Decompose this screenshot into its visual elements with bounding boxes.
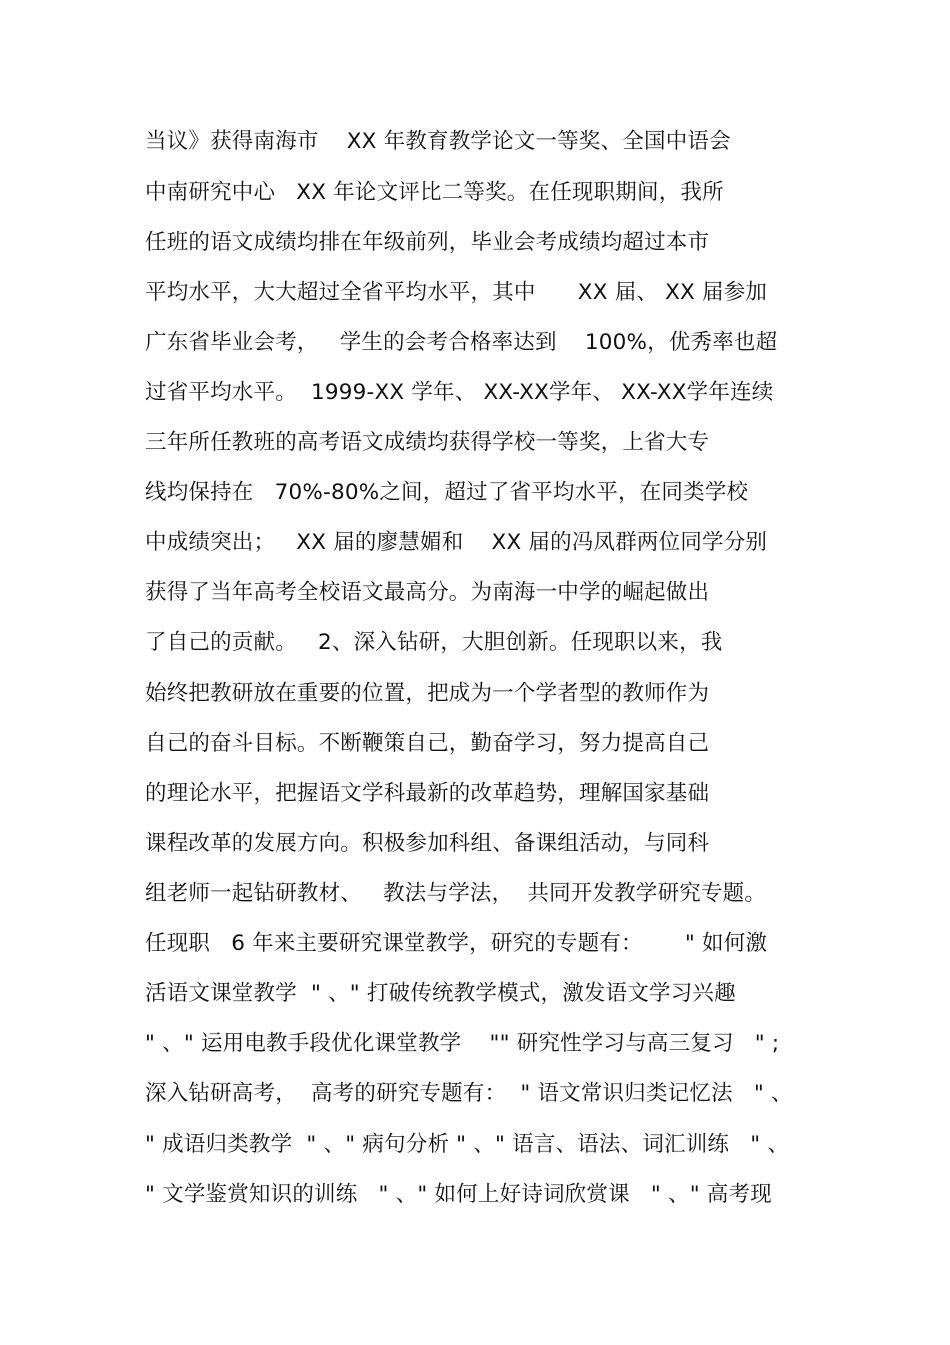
text-line: 中南研究中心 XX 年论文评比二等奖。在任现职期间，我所 <box>145 180 724 205</box>
text-line: 平均水平，大大超过全省平均水平，其中 XX 届、 XX 届参加 <box>145 280 768 305</box>
text-line: 始终把教研放在重要的位置，把成为一个学者型的教师作为 <box>145 681 710 706</box>
text-line: 任现职 6 年来主要研究课堂教学，研究的专题有： " 如何激 <box>145 931 768 956</box>
text-line: 了自己的贡献。 2、深入钻研，大胆创新。任现职以来，我 <box>145 630 723 655</box>
text-line: 三年所任教班的高考语文成绩均获得学校一等奖，上省大专 <box>145 430 710 455</box>
text-line: " 文学鉴赏知识的训练 " 、" 如何上好诗词欣赏课 " 、" 高考现 <box>145 1182 772 1207</box>
text-line: 当议》获得南海市 XX 年教育教学论文一等奖、全国中语会 <box>145 129 731 154</box>
text-line: 组老师一起钻研教材、 教法与学法， 共同开发教学研究专题。 <box>145 881 767 906</box>
text-line: 活语文课堂教学 " 、" 打破传统教学模式，激发语文学习兴趣 <box>145 981 736 1006</box>
text-line: 中成绩突出； XX 届的廖慧媚和 XX 届的冯凤群两位同学分别 <box>145 530 768 555</box>
text-line: 深入钻研高考， 高考的研究专题有： " 语文常识归类记忆法 " 、 <box>145 1081 793 1106</box>
text-line: " 成语归类教学 " 、" 病句分析 " 、" 语言、语法、词汇训练 " 、 <box>145 1132 790 1157</box>
text-line: " 、" 运用电教手段优化课堂教学 "" 研究性学习与高三复习 " ; <box>145 1031 780 1056</box>
text-line: 自己的奋斗目标。不断鞭策自己，勤奋学习，努力提高自己 <box>145 731 710 756</box>
text-line: 获得了当年高考全校语文最高分。为南海一中学的崛起做出 <box>145 580 710 605</box>
text-line: 广东省毕业会考， 学生的会考合格率达到 100%，优秀率也超 <box>145 330 778 355</box>
text-line: 课程改革的发展方向。积极参加科组、备课组活动，与同科 <box>145 831 710 856</box>
text-line: 过省平均水平。 1999-XX 学年、 XX-XX学年、 XX-XX学年连续 <box>145 380 774 405</box>
text-line: 线均保持在 70%-80%之间，超过了省平均水平，在同类学校 <box>145 480 749 505</box>
text-line: 任班的语文成绩均排在年级前列，毕业会考成绩均超过本市 <box>145 230 710 255</box>
text-line: 的理论水平，把握语文学科最新的改革趋势，理解国家基础 <box>145 781 710 806</box>
